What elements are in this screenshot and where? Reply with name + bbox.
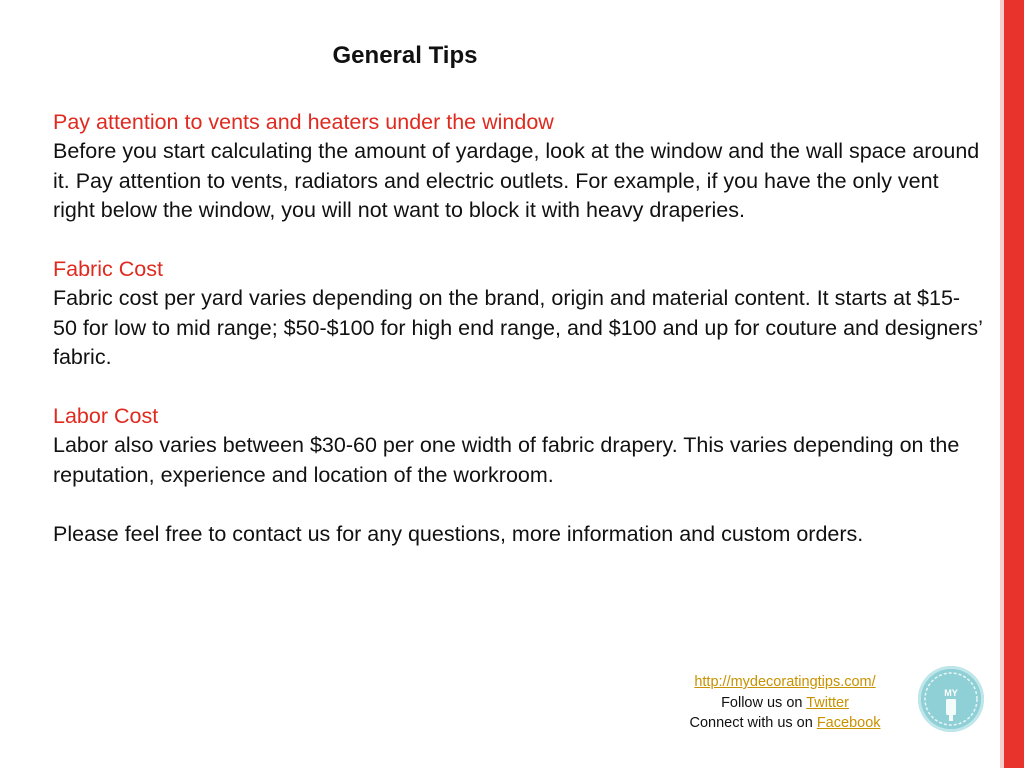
svg-text:MY: MY [944, 688, 958, 698]
footer-links [640, 672, 930, 734]
slide-content [53, 108, 983, 578]
twitter-link[interactable]: Twitter [806, 694, 849, 711]
right-accent-bar [1004, 0, 1024, 768]
closing-text: Please feel free to contact us for any questions, more information and custom orders. [53, 521, 864, 546]
section-labor-cost [53, 402, 983, 490]
section-heading-fabric-cost: Fabric Cost [53, 257, 163, 282]
connect-prefix: Connect with us on [689, 715, 817, 731]
section-fabric-cost [53, 255, 983, 373]
footer-follow-line [640, 693, 930, 714]
section-heading-vents: Pay attention to vents and heaters under the window [53, 110, 554, 134]
footer-connect-line [640, 713, 930, 734]
website-link[interactable]: http://mydecoratingtips.com/ [694, 674, 876, 690]
section-vents [53, 108, 983, 226]
mydecoratingtips-badge-icon [918, 666, 984, 732]
follow-prefix: Follow us on [721, 694, 807, 711]
closing-paragraph [53, 520, 983, 549]
section-body-fabric-cost: Fabric cost per yard varies depending on the brand, origin and material content. It starts at $15-50 for low to mid range; $50-$100 for high end range, and $100 and up for couture and designers’ fabric. [53, 286, 983, 370]
slide-title: General Tips [332, 42, 478, 69]
section-body-labor-cost: Labor also varies between $30-60 per one width of fabric drapery. This varies depending on the reputation, experience and location of the workroom. [53, 433, 960, 487]
footer-url-line [640, 672, 930, 693]
badge-logo-svg [918, 666, 984, 732]
section-body-vents: Before you start calculating the amount of yardage, look at the window and the wall space around it. Pay attention to vents, radiators and electric outlets. For example, if you have the only vent right below the window, you will not want to block it with heavy draperies. [53, 139, 980, 223]
facebook-link[interactable]: Facebook [816, 715, 881, 731]
section-heading-labor-cost: Labor Cost [53, 404, 159, 429]
